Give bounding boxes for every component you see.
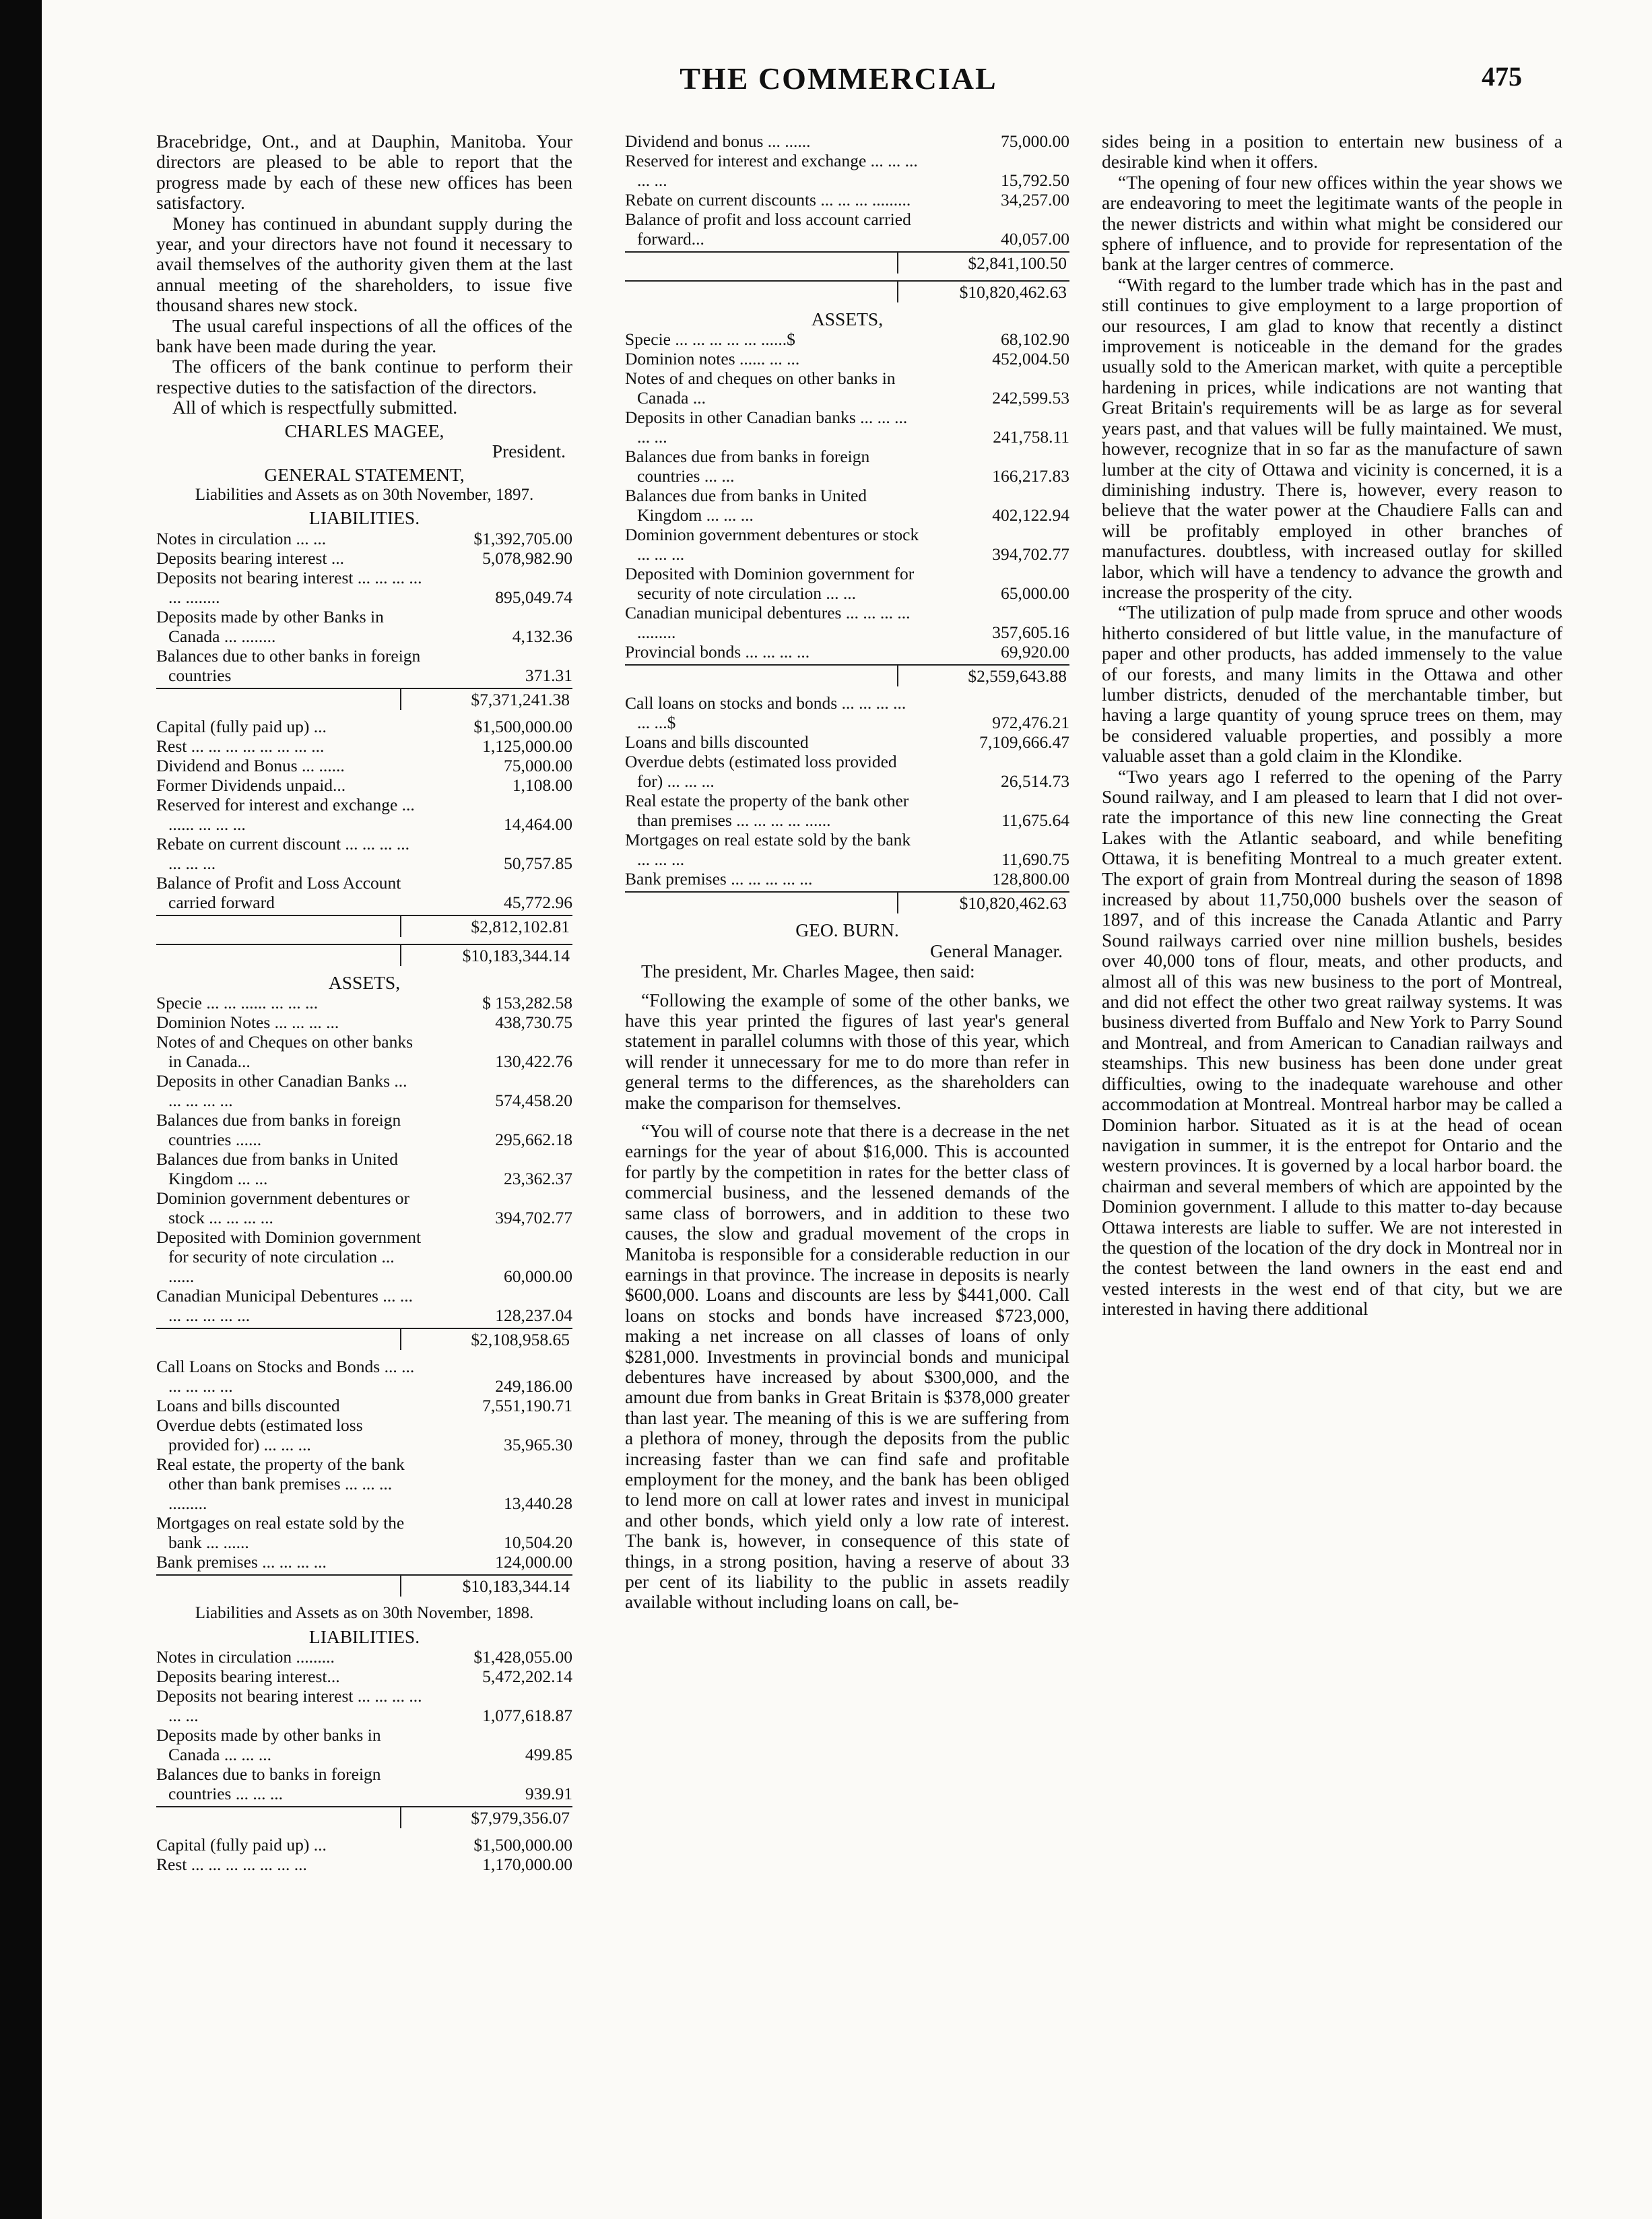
line-item-label: Deposits not bearing interest ... ... ... ... ... ........ [156,567,422,607]
statement-line-item [625,190,1069,210]
line-item-label: Deposited with Dominion government for security of note circulation ... ...... [156,1227,422,1287]
statement-line-item [156,1227,572,1286]
line-item-label: Dominion notes ...... ... ... [625,349,800,369]
paragraph: “The opening of four new offices within the year shows we are endeavoring to meet the legitimate wants of the people in the newer districts and within what might be considered our sphere of influence, and to provide for representation of the bank at the larger centres of commerce. [1102,171,1562,275]
line-item-label: Former Dividends unpaid... [156,775,346,795]
line-item-label: Deposited with Dominion government for security of note circulation ... ... [625,564,915,604]
line-item-label: Capital (fully paid up) ... [156,716,327,736]
line-item-amount: 295,662.18 [495,1130,572,1150]
statement-line-item [156,1071,572,1110]
paragraph: The usual careful inspections of all the offices of the bank have been made during the year. [156,315,572,357]
statement-line-item [156,568,572,607]
line-item-amount: 452,004.50 [992,349,1069,369]
grand-total: $10,820,462.63 [625,280,1069,302]
assets-1898-table [625,329,1069,662]
publication-title: THE COMMERCIAL [680,61,997,96]
statement-line-item [625,349,1069,368]
statement-line-item [156,1667,572,1686]
line-item-amount: $ 153,282.58 [482,993,572,1013]
signature-name: GEO. BURN. [795,920,899,941]
capital-total: $2,841,100.50 [625,251,1069,274]
line-item-amount: 438,730.75 [495,1012,572,1033]
line-item-label: Balances due from banks in United Kingdom ... ... ... [625,486,867,525]
line-item-amount: 241,758.11 [993,427,1069,447]
assets-total: $2,108,958.65 [156,1328,572,1350]
line-item-amount: 394,702.77 [495,1208,572,1228]
line-item-label: Bank premises ... ... ... ... [156,1552,327,1572]
line-item-amount: 23,362.37 [504,1169,572,1189]
statement-line-item [625,564,1069,603]
statement-line-item [625,408,1069,447]
line-item-label: Balances due to banks in foreign countries ... ... ... [156,1764,381,1803]
line-item-amount: 68,102.90 [1001,329,1069,350]
column-1 [156,131,572,1874]
line-item-amount: 13,440.28 [504,1493,572,1514]
line-item-amount: 7,551,190.71 [482,1396,572,1416]
line-item-amount: 402,122.94 [992,505,1069,525]
line-item-label: Balances due from banks in foreign countries ...... [156,1110,401,1150]
statement-line-item [156,775,572,795]
line-item-label: Reserved for interest and exchange ... ...... ... ... ... [156,794,415,834]
grand-total: $10,183,344.14 [156,1574,572,1597]
line-item-amount: 60,000.00 [504,1266,572,1287]
statement-line-item [156,1454,572,1513]
statement-line-item [625,791,1069,830]
statement-line-item [156,993,572,1012]
line-item-amount: 895,049.74 [495,587,572,607]
line-item-label: Rebate on current discount ... ... ... ... ... ... ... [156,833,410,873]
line-item-label: Overdue debts (estimated loss provided for) ... ... ... [156,1415,363,1455]
line-item-amount: 4,132.36 [512,626,572,646]
line-item-amount: 40,057.00 [1001,229,1069,249]
line-item-amount: 128,800.00 [992,869,1069,889]
statement-line-item [625,486,1069,525]
statement-line-item [156,1357,572,1396]
paragraph: “You will of course note that there is a decrease in the net earnings for the year of about $16,000. This is accounted for partly by the competition in rates for the better class of commercial business, and the lessened demands of the same class of borrowers, and in addition to these two causes, the slow and gradual movement of the crops in Manitoba is responsible for a considerable reduction in our earnings in that province. The increase in deposits is nearly $600,000. Loans and discounts are less by $441,000. Call loans on stocks and bonds have increased $723,000, making a net increase on all classes of loans of only $281,000. Investments in provincial bonds and municipal debentures have increased by about $300,000, and the amount due from banks in Great Britain is $378,000 greater than last year. The meaning of this is we are suffering from a plethora of money, through the deposits from the public increasing faster than we can find safe and profitable employment for the money, and the bank has been obliged to lend more on call at lower rates and invest in municipal and other bonds, which yield only a low rate of interest. The bank is, however, in consequence of this state of things, in a strong position, having a reserve of about 33 per cent of its liability to the public in assets readily available without including loans on call, be- [625,1120,1069,1613]
statement-line-item [156,1188,572,1227]
line-item-amount: 357,605.16 [992,622,1069,643]
line-item-label: Deposits made by other banks in Canada ... ... ... [156,1725,381,1764]
statement-line-item [156,548,572,568]
line-item-label: Real estate, the property of the bank other than bank premises ... ... ... ......... [156,1454,405,1514]
assets-heading: ASSETS, [328,971,401,993]
line-item-amount: 371.31 [525,665,572,685]
line-item-label: Notes of and Cheques on other banks in Canada... [156,1032,414,1072]
line-item-label: Deposits not bearing interest ... ... ... ... ... ... [156,1685,422,1725]
statement-line-item [156,1149,572,1188]
statement-line-item [625,732,1069,752]
line-item-label: Canadian municipal debentures ... ... ... ... ......... [625,603,911,643]
statement-line-item [156,1764,572,1803]
line-item-amount: $1,428,055.00 [473,1646,572,1667]
statement-line-item [625,131,1069,151]
assets-1897-table [156,993,572,1325]
statement-line-item [156,717,572,736]
line-item-label: Reserved for interest and exchange ... ... ... ... ... [625,151,918,190]
paragraph: The officers of the bank continue to perform their respective duties to the satisfaction of the directors. [156,356,572,397]
signature-title: President. [492,441,566,462]
statement-heading: GENERAL STATEMENT, [264,463,465,485]
line-item-amount: 26,514.73 [1001,771,1069,792]
page-binding-edge [0,0,42,2219]
statement-line-item [625,693,1069,732]
line-item-label: Capital (fully paid up) ... [156,1834,327,1855]
column-3 [1102,131,1562,1320]
line-item-amount: 1,170,000.00 [482,1854,572,1874]
statement-line-item [156,756,572,775]
statement-line-item [156,1513,572,1552]
line-item-label: Mortgages on real estate sold by the bank ... ... ... [625,830,911,870]
line-item-label: Deposits bearing interest ... [156,548,345,568]
line-item-label: Deposits in other Canadian Banks ... ... ... ... ... [156,1071,407,1111]
line-item-label: Notes in circulation ......... [156,1646,335,1667]
line-item-amount: 130,422.76 [495,1052,572,1072]
signature-title: General Manager. [930,940,1063,961]
capital-1898-table [156,1835,572,1874]
statement-line-item [625,603,1069,642]
line-item-amount: 249,186.00 [495,1376,572,1396]
capital-1897-table [156,717,572,912]
line-item-label: Loans and bills discounted [156,1396,340,1416]
statement-line-item [156,795,572,834]
loans-1897-table [156,1357,572,1572]
statement-line-item [625,830,1069,869]
line-item-amount: 5,472,202.14 [482,1666,572,1686]
statement-line-item [156,1552,572,1572]
line-item-amount: 11,690.75 [1001,849,1069,870]
paragraph: sides being in a position to entertain new business of a desirable kind when it offers. [1102,131,1562,172]
line-item-amount: 499.85 [525,1744,572,1764]
capital-1898-table-cont [625,131,1069,249]
statement-line-item [625,752,1069,791]
statement-line-item [156,1855,572,1874]
line-item-amount: 10,504.20 [504,1533,572,1553]
line-item-label: Balance of profit and loss account carried forward... [625,210,911,249]
liabilities-heading: LIABILITIES. [308,1626,420,1647]
line-item-label: Balances due from banks in United Kingdom ... ... [156,1149,399,1189]
statement-line-item [625,329,1069,349]
assets-heading: ASSETS, [811,309,884,329]
liabilities-total: $7,371,241.38 [156,688,572,710]
line-item-amount: 1,108.00 [512,775,572,795]
statement-line-item [625,642,1069,662]
grand-total: $10,820,462.63 [625,891,1069,913]
line-item-amount: 7,109,666.47 [979,732,1069,752]
line-item-amount: $1,500,000.00 [473,716,572,736]
statement-line-item [156,834,572,873]
line-item-label: Balances due from banks in foreign countries ... ... [625,447,870,486]
page-header [155,61,1522,108]
line-item-label: Dominion Notes ... ... ... ... [156,1012,339,1033]
line-item-label: Dominion government debentures or stock ... ... ... [625,525,919,565]
line-item-label: Mortgages on real estate sold by the bank ... ...... [156,1513,405,1553]
line-item-amount: 14,464.00 [504,814,572,834]
line-item-amount: 124,000.00 [495,1552,572,1572]
line-item-label: Notes in circulation ... ... [156,528,327,548]
line-item-label: Bank premises ... ... ... ... ... [625,869,813,889]
line-item-label: Call Loans on Stocks and Bonds ... ... ... ... ... ... [156,1357,415,1396]
line-item-label: Deposits in other Canadian banks ... ... ... ... ... [625,408,908,447]
line-item-amount: 35,965.30 [504,1435,572,1455]
line-item-amount: 34,257.00 [1001,190,1069,210]
paragraph: All of which is respectfully submitted. [172,397,458,418]
paragraph: “The utilization of pulp made from spruce and other woods hitherto considered of but little value, in the manufacture of paper and other products, has added immensely to the value of our forests, and many limits in the Ottawa and other lumber districts, denuded of the merchantable timber, but having a large quantity of young spruce trees on them, may be considered valuable properties, and possibly a more valuable asset than a gold claim in the Klondike. [1102,602,1562,767]
statement-line-item [625,210,1069,249]
statement-line-item [156,529,572,548]
statement-line-item [625,869,1069,889]
paragraph: “Two years ago I referred to the opening of the Parry Sound railway, and I am pleased to learn that I did not over-rate the importance of this new line connecting the Great Lakes with the Atlantic seaboard, and while benefiting Ottawa, it is benefiting Montreal to a much greater extent. The export of grain from Montreal during the season of 1898 increased by about 11,750,000 bushels over the season of 1897, and of this increase the Canada Atlantic and Parry Sound railways carried over nine million bushels, besides over 40,000 tons of flour, meats, and other products, and almost all of this was new business to the port of Montreal, and did not effect the other two great railway systems. It was business diverted from Buffalo and New York to Parry Sound and Montreal, and from American to Canadian railways and steamships. This new business has been done under great difficulties, owing to the inadequate warehouse and other accommodation at Montreal. Montreal harbor may be called a Dominion harbor. Situated as it is at the head of ocean navigation in summer, it is the entrepot for Ontario and the western provinces. It is governed by a local harbor board. the chairman and several members of which are appointed by the Dominion government. I allude to this matter to-day because Ottawa interests are liable to suffer. We are not interested in the question of the location of the dry dock in Montreal nor in the contest between the land owners in the east end and vested interests in the west end of that city, but we are interested in having there additional [1102,765,1562,1320]
statement-line-item [156,1835,572,1855]
column-2 [625,131,1069,1613]
line-item-amount: 574,458.20 [495,1091,572,1111]
line-item-amount: 11,675.64 [1001,810,1069,831]
statement-line-item [625,151,1069,190]
statement-line-item [156,1415,572,1454]
line-item-amount: 15,792.50 [1001,170,1069,190]
statement-line-item [156,1686,572,1725]
line-item-amount: $1,392,705.00 [473,528,572,548]
line-item-label: Specie ... ... ... ... ... ......$ [625,329,795,350]
page-number: 475 [1482,61,1522,92]
line-item-amount: 65,000.00 [1001,583,1069,604]
line-item-label: Balances due to other banks in foreign countries [156,645,421,685]
line-item-amount: $1,500,000.00 [473,1834,572,1855]
line-item-label: Provincial bonds ... ... ... ... [625,642,810,662]
line-item-amount: 166,217.83 [992,466,1069,486]
statement-line-item [156,1647,572,1667]
line-item-label: Real estate the property of the bank other than premises ... ... ... ... ...... [625,791,909,831]
line-item-amount: 1,077,618.87 [482,1705,572,1725]
line-item-label: Canadian Municipal Debentures ... ... ... ... ... ... ... [156,1286,413,1326]
line-item-label: Dividend and bonus ... ...... [625,131,811,151]
statement-line-item [156,1725,572,1764]
paragraph: Bracebridge, Ont., and at Dauphin, Manitoba. Your directors are pleased to be able to report that the progress made by each of these new offices has been satisfactory. [156,131,572,214]
statement-line-item [156,646,572,685]
loans-1898-table [625,693,1069,889]
line-item-amount: 128,237.04 [495,1306,572,1326]
line-item-label: Deposits made by other Banks in Canada ... ........ [156,606,384,646]
liabilities-total: $7,979,356.07 [156,1806,572,1828]
statement-line-item [156,1286,572,1325]
line-item-label: Overdue debts (estimated loss provided for) ... ... ... [625,752,897,792]
liabilities-1897-table [156,529,572,685]
assets-total: $2,559,643.88 [625,664,1069,686]
statement-subheading: Liabilities and Assets as on 30th November, 1897. [195,485,534,504]
liabilities-heading: LIABILITIES. [308,507,420,529]
line-item-label: Specie ... ... ...... ... ... ... [156,993,319,1013]
paragraph: Money has continued in abundant supply during the year, and your directors have not found it necessary to avail themselves of the authority given them at the last annual meeting of the shareholders, to issue five thousand shares new stock. [156,212,572,316]
line-item-label: Balance of Profit and Loss Account carried forward [156,872,401,912]
grand-total: $10,183,344.14 [156,944,572,966]
line-item-amount: 69,920.00 [1001,642,1069,662]
line-item-amount: 50,757.85 [504,853,572,873]
line-item-amount: 242,599.53 [992,388,1069,408]
line-item-amount: 5,078,982.90 [482,548,572,568]
line-item-amount: 1,125,000.00 [482,736,572,756]
statement-line-item [156,736,572,756]
paragraph: “Following the example of some of the other banks, we have this year printed the figures of last year's general statement in parallel columns with those of this year, which will render it unnecessary for me to do more than refer in general terms to the differences, as the shareholders can make the comparison for themselves. [625,989,1069,1113]
statement-line-item [156,607,572,646]
statement-line-item [156,1012,572,1032]
paragraph: The president, Mr. Charles Magee, then said: [641,961,975,982]
statement-line-item [156,1032,572,1071]
statement-line-item [156,1110,572,1149]
line-item-label: Rebate on current discounts ... ... ... ......... [625,190,911,210]
line-item-amount: 45,772.96 [504,892,572,912]
line-item-label: Call loans on stocks and bonds ... ... ... ... ... ...$ [625,693,906,733]
line-item-amount: 394,702.77 [992,544,1069,565]
statement-line-item [625,447,1069,486]
line-item-amount: 75,000.00 [504,755,572,775]
statement-line-item [625,368,1069,408]
line-item-label: Rest ... ... ... ... ... ... ... ... [156,736,325,756]
line-item-amount: 75,000.00 [1001,131,1069,151]
line-item-label: Deposits bearing interest... [156,1666,340,1686]
statement-line-item [156,1396,572,1415]
paragraph: “With regard to the lumber trade which has in the past and still continues to give employment to a large proportion of our resources, I am glad to know that recently a distinct improvement is noticeable in the demand for the grades usually sold to the American market, with quite a perceptible hardening in prices, while indications are not wanting that Great Britain's requirements will be as large as for several years past, and that values will be fully maintained. We must, however, recognize that in so far as the manufacture of sawn lumber at the city of Ottawa and vicinity is concerned, it is a diminishing industry. There is, however, every reason to believe that the water power at the Chaudiere Falls can and will be profitably employed in other branches of manufactures. doubtless, with increased outlay for skilled labor, which will have a tendency to advance the growth and increase the prosperity of the city. [1102,274,1562,602]
signature-name: CHARLES MAGEE, [284,420,444,441]
capital-total: $2,812,102.81 [156,915,572,937]
statement-line-item [625,525,1069,564]
line-item-amount: 972,476.21 [992,713,1069,733]
line-item-label: Dividend and Bonus ... ...... [156,755,345,775]
line-item-label: Notes of and cheques on other banks in Canada ... [625,368,896,408]
statement-line-item [156,873,572,912]
line-item-label: Loans and bills discounted [625,732,809,752]
line-item-amount: 939.91 [525,1783,572,1803]
line-item-label: Rest ... ... ... ... ... ... ... [156,1854,307,1874]
liabilities-1898-table [156,1647,572,1803]
statement-subheading: Liabilities and Assets as on 30th November, 1898. [195,1604,534,1623]
line-item-label: Dominion government debentures or stock ... ... ... ... [156,1188,410,1228]
